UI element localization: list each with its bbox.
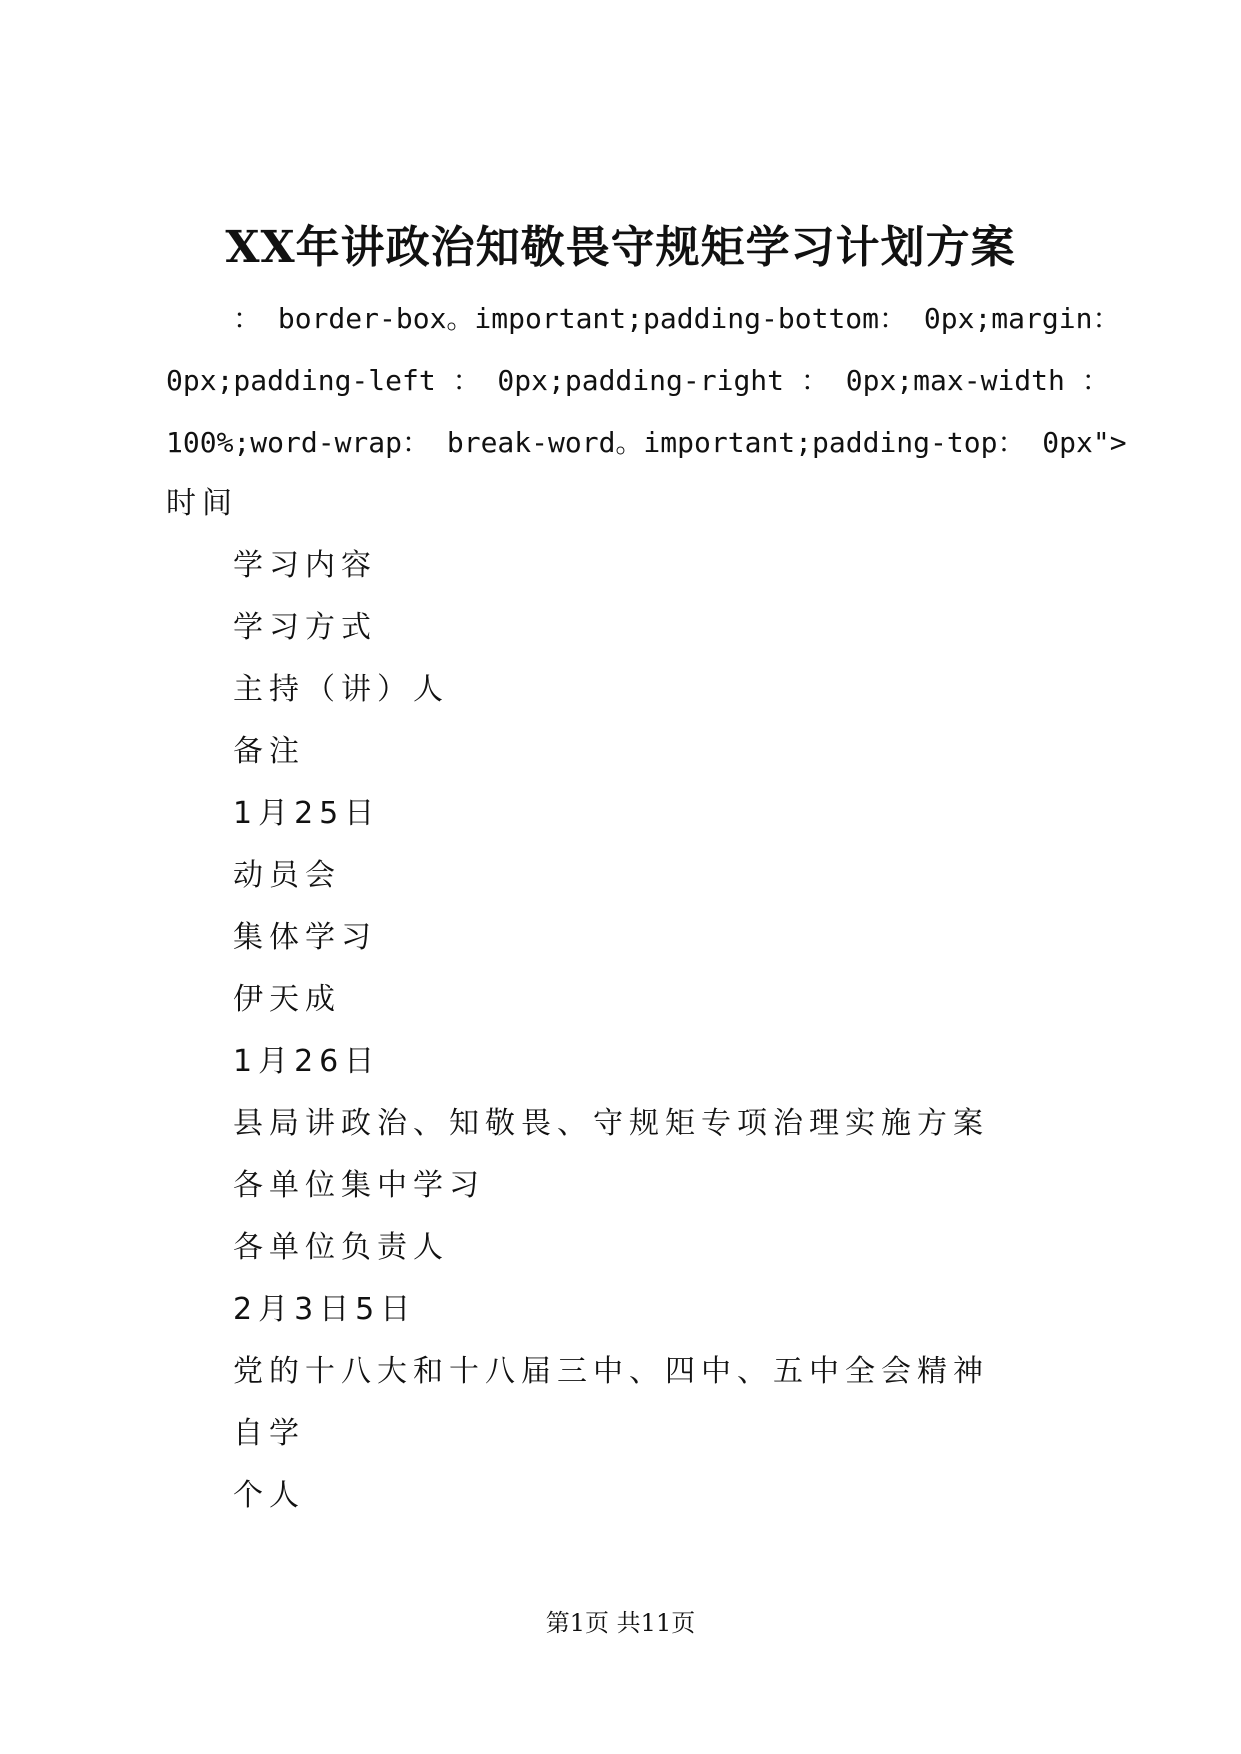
text-line-unit-leaders: 各单位负责人	[233, 1230, 449, 1265]
text-line-date-jan-25: 1月25日	[233, 796, 381, 831]
css-fragment-line-3: 100%;word-wrap： break-word。important;padding-top： 0px">	[166, 426, 1127, 459]
text-line-self-study: 自学	[233, 1416, 305, 1451]
text-line-group-study: 集体学习	[233, 920, 377, 955]
text-line-person-name: 伊天成	[233, 982, 341, 1017]
text-line-remarks: 备注	[233, 734, 305, 769]
text-line-host: 主持（讲）人	[233, 672, 449, 707]
text-line-time: 时间	[166, 486, 238, 521]
text-line-implementation-plan: 县局讲政治、知敬畏、守规矩专项治理实施方案	[233, 1106, 989, 1141]
text-line-congress-spirit: 党的十八大和十八届三中、四中、五中全会精神	[233, 1354, 989, 1389]
text-line-date-feb-3-5: 2月3日5日	[233, 1292, 417, 1327]
text-line-unit-study: 各单位集中学习	[233, 1168, 485, 1203]
text-line-date-jan-26: 1月26日	[233, 1044, 381, 1079]
text-line-study-method: 学习方式	[233, 610, 377, 645]
text-line-study-content: 学习内容	[233, 548, 377, 583]
css-fragment-line-1: ： border-box。important;padding-bottom： 0px;margin：	[233, 302, 1121, 335]
text-line-individual: 个人	[233, 1478, 305, 1513]
page-footer: 第1页 共11页	[545, 1609, 696, 1637]
text-line-mobilization-meeting: 动员会	[233, 858, 341, 893]
document-title: XX年讲政治知敬畏守规矩学习计划方案	[225, 222, 1016, 273]
css-fragment-line-2: 0px;padding-left ： 0px;padding-right ： 0px;max-width ：	[166, 364, 1110, 397]
